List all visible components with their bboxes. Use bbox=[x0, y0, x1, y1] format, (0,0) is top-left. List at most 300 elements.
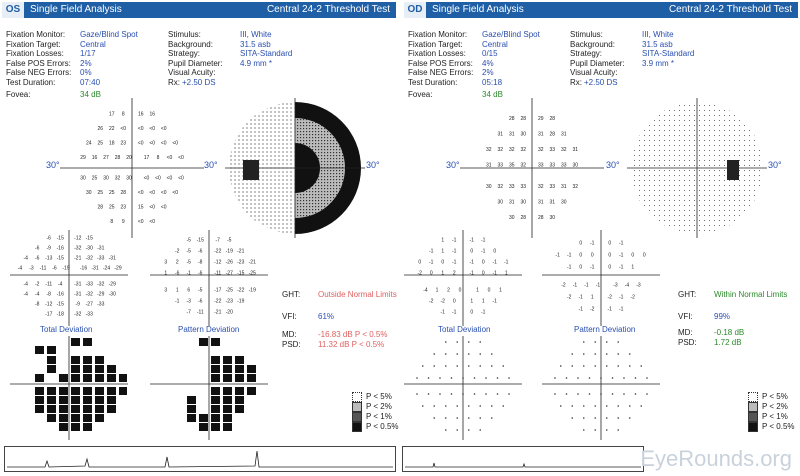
grid-value: 1 bbox=[441, 237, 445, 244]
os-param-value: 1/17 bbox=[80, 49, 96, 58]
normal-point bbox=[491, 353, 493, 355]
os-pattern-deviation-values bbox=[150, 230, 268, 326]
grid-value: 30 bbox=[126, 175, 132, 182]
normal-point bbox=[445, 417, 447, 419]
grid-value: -22 bbox=[214, 248, 222, 255]
normal-point bbox=[646, 377, 648, 379]
os-param-label: Background: bbox=[168, 39, 213, 49]
grid-value: -29 bbox=[97, 291, 105, 298]
legend-symbol-icon bbox=[748, 392, 758, 402]
grid-value: -17 bbox=[45, 311, 53, 318]
od-vfi-label: VFI: bbox=[678, 312, 693, 321]
grid-value: 28 bbox=[120, 190, 127, 197]
normal-point bbox=[479, 365, 481, 367]
grid-value: 33 bbox=[520, 183, 527, 190]
od-ght-value: Within Normal Limits bbox=[714, 290, 788, 299]
grid-value: -2 bbox=[35, 281, 40, 288]
grid-value: -22 bbox=[214, 298, 222, 305]
normal-point bbox=[594, 429, 596, 431]
normal-point bbox=[629, 405, 631, 407]
grid-value: 28 bbox=[508, 115, 515, 122]
grid-value: -1 bbox=[567, 252, 572, 259]
od-param-label: Fovea: bbox=[408, 90, 433, 99]
grid-value: -1 bbox=[572, 282, 578, 289]
os-grayscale-map bbox=[225, 98, 365, 238]
normal-point bbox=[606, 365, 608, 367]
grid-value: <0 bbox=[178, 155, 184, 162]
grid-value: <0 bbox=[137, 190, 144, 197]
normal-point bbox=[479, 429, 481, 431]
os-total-deviation-title: Total Deviation bbox=[40, 325, 93, 334]
os-param-label: Fixation Target: bbox=[6, 39, 61, 49]
legend-label: P < 5% bbox=[366, 392, 392, 402]
os-param-value: +2.50 DS bbox=[182, 77, 216, 87]
grid-value: 1 bbox=[590, 294, 594, 301]
grid-value: 0 bbox=[429, 270, 433, 277]
od-param-label: Strategy: bbox=[570, 49, 603, 58]
grid-value: -15 bbox=[56, 255, 64, 262]
normal-point bbox=[640, 365, 642, 367]
normal-point bbox=[468, 405, 470, 407]
grid-value: <0 bbox=[149, 126, 156, 133]
os-param-value: SITA-Standard bbox=[240, 49, 293, 58]
os-param-value: 2% bbox=[80, 58, 92, 68]
grid-value: 26 bbox=[97, 126, 104, 133]
os-ght-label: GHT: bbox=[282, 290, 301, 299]
grid-value: -1 bbox=[619, 306, 624, 313]
normal-point bbox=[433, 405, 435, 407]
grid-value: -11 bbox=[45, 281, 53, 288]
grid-value: 31 bbox=[508, 131, 515, 138]
legend-label: P < 2% bbox=[366, 402, 392, 412]
normal-point bbox=[617, 417, 619, 419]
legend-label: P < 0.5% bbox=[762, 422, 795, 432]
normal-point bbox=[629, 417, 631, 419]
normal-point bbox=[594, 341, 596, 343]
grid-value: 32 bbox=[537, 183, 544, 190]
grid-value: 32 bbox=[520, 146, 527, 153]
od-gaze-tracking-strip bbox=[402, 446, 644, 472]
normal-point bbox=[560, 365, 562, 367]
normal-point bbox=[502, 365, 504, 367]
grid-value: 1 bbox=[441, 248, 445, 255]
legend-item bbox=[748, 422, 795, 432]
grid-value: -2 bbox=[175, 248, 180, 255]
grid-value: -12 bbox=[214, 259, 222, 266]
od-param-label: Stimulus: bbox=[570, 30, 603, 39]
grid-value: -31 bbox=[74, 291, 82, 298]
grid-value: -33 bbox=[85, 281, 93, 288]
grid-value: 32 bbox=[508, 146, 515, 153]
grid-value: 8 bbox=[156, 155, 160, 162]
grid-value: 30 bbox=[549, 214, 556, 221]
normal-point bbox=[456, 429, 458, 431]
grid-value: -1 bbox=[619, 264, 624, 271]
od-30-mid: 30° bbox=[606, 160, 620, 170]
grid-value: -32 bbox=[85, 255, 93, 262]
grid-value: 30 bbox=[520, 131, 527, 138]
normal-point bbox=[468, 365, 470, 367]
normal-point bbox=[456, 417, 458, 419]
grid-value: 31 bbox=[508, 199, 515, 206]
od-sensitivity-grid bbox=[460, 98, 604, 238]
grid-value: -2 bbox=[607, 294, 612, 301]
grid-value: -4 bbox=[35, 291, 40, 298]
od-ght-label: GHT: bbox=[678, 290, 697, 299]
grid-value: -1 bbox=[492, 259, 497, 266]
grid-value: -1 bbox=[578, 306, 583, 313]
grid-value: -1 bbox=[555, 252, 560, 259]
normal-point bbox=[612, 393, 614, 395]
grid-value: <0 bbox=[160, 190, 167, 197]
os-param-label: Test Duration: bbox=[6, 77, 56, 87]
grid-value: -1 bbox=[504, 259, 509, 266]
grid-value: 0 bbox=[481, 259, 485, 266]
normal-point bbox=[479, 353, 481, 355]
grid-value: 1 bbox=[435, 287, 439, 294]
grid-value: -33 bbox=[97, 255, 105, 262]
normal-point bbox=[479, 417, 481, 419]
grid-value: 31 bbox=[485, 162, 492, 169]
grid-value: 15 bbox=[137, 204, 144, 211]
grid-value: -1 bbox=[452, 248, 457, 255]
os-ght-value: Outside Normal Limits bbox=[318, 290, 397, 299]
os-param-label: False POS Errors: bbox=[6, 58, 71, 68]
grid-value: -19 bbox=[225, 248, 233, 255]
grid-value: -2 bbox=[561, 282, 566, 289]
normal-point bbox=[571, 353, 573, 355]
grid-value: -25 bbox=[225, 287, 233, 294]
od-panel bbox=[402, 0, 800, 474]
normal-point bbox=[445, 365, 447, 367]
grid-value: <0 bbox=[143, 175, 150, 182]
grid-value: 30 bbox=[560, 199, 567, 206]
normal-point bbox=[640, 405, 642, 407]
grid-value: 24 bbox=[85, 140, 92, 147]
grid-value: 0 bbox=[631, 252, 635, 259]
od-pattern-deviation-title: Pattern Deviation bbox=[574, 325, 636, 334]
od-eye-label: OD bbox=[404, 2, 426, 18]
grid-value: 1 bbox=[175, 287, 179, 294]
grid-value: -1 bbox=[452, 309, 457, 316]
od-param-value: 31.5 asb bbox=[642, 39, 673, 49]
normal-point bbox=[635, 393, 637, 395]
od-grayscale-map bbox=[627, 98, 767, 238]
od-param-value: 3.9 mm * bbox=[642, 58, 675, 68]
grid-value: 28 bbox=[549, 115, 556, 122]
od-test-name: Central 24-2 Threshold Test bbox=[668, 4, 792, 15]
grid-value: <0 bbox=[149, 190, 156, 197]
grid-value: -3 bbox=[186, 298, 191, 305]
legend-item bbox=[352, 412, 392, 422]
normal-point bbox=[462, 393, 464, 395]
grid-value: -1 bbox=[492, 298, 497, 305]
od-param-value: 05:18 bbox=[482, 77, 503, 87]
normal-point bbox=[577, 393, 579, 395]
grid-value: <0 bbox=[172, 190, 179, 197]
grid-value: 32 bbox=[497, 146, 504, 153]
grid-value: 32 bbox=[572, 183, 579, 190]
grid-value: -16 bbox=[56, 245, 64, 252]
grid-value: 0 bbox=[608, 252, 612, 259]
os-eye-label: OS bbox=[2, 2, 24, 18]
normal-point bbox=[451, 393, 453, 395]
grid-value: 31 bbox=[560, 131, 567, 138]
os-param-label: Visual Acuity: bbox=[168, 68, 216, 77]
normal-point bbox=[474, 377, 476, 379]
grid-value: 8 bbox=[110, 219, 114, 226]
grid-value: -3 bbox=[613, 282, 618, 289]
od-analysis-title: Single Field Analysis bbox=[432, 4, 524, 15]
os-md-label: MD: bbox=[282, 330, 297, 339]
normal-point bbox=[589, 393, 591, 395]
os-30-right: 30° bbox=[366, 160, 380, 170]
grid-value: 1 bbox=[470, 298, 474, 305]
grid-value: -2 bbox=[567, 294, 572, 301]
grid-value: 0 bbox=[642, 252, 646, 259]
os-md-value: -16.83 dB P < 0.5% bbox=[318, 330, 388, 339]
grid-value: -19 bbox=[248, 287, 256, 294]
grid-value: 1 bbox=[631, 264, 635, 271]
grid-value: -1 bbox=[595, 282, 601, 289]
grid-value: 33 bbox=[497, 162, 504, 169]
os-param-value: Central bbox=[80, 39, 106, 49]
grid-value: -4 bbox=[23, 255, 28, 262]
legend-label: P < 2% bbox=[762, 402, 788, 412]
legend-item bbox=[352, 402, 392, 412]
grid-value: -6 bbox=[35, 255, 40, 262]
grid-value: -1 bbox=[590, 240, 595, 247]
grid-value: -1 bbox=[481, 237, 486, 244]
grid-value: -32 bbox=[97, 281, 105, 288]
grid-value: -3 bbox=[636, 282, 641, 289]
grid-value: <0 bbox=[166, 155, 173, 162]
grid-value: -32 bbox=[85, 291, 93, 298]
normal-point bbox=[468, 417, 470, 419]
grid-value: -1 bbox=[452, 259, 457, 266]
normal-point bbox=[456, 365, 458, 367]
grid-value: 18 bbox=[108, 140, 115, 147]
legend-label: P < 1% bbox=[762, 412, 788, 422]
grid-value: 0 bbox=[579, 264, 583, 271]
grid-value: <0 bbox=[149, 204, 156, 211]
legend-symbol-icon bbox=[748, 422, 758, 432]
normal-point bbox=[445, 353, 447, 355]
grid-value: -9 bbox=[46, 245, 51, 252]
grid-value: 0 bbox=[458, 287, 462, 294]
grid-value: -1 bbox=[578, 294, 583, 301]
normal-point bbox=[623, 393, 625, 395]
os-gaze-tracking-strip bbox=[4, 446, 396, 472]
grid-value: -4 bbox=[423, 287, 428, 294]
normal-point bbox=[554, 393, 556, 395]
grid-value: -30 bbox=[108, 291, 116, 298]
grid-value: -6 bbox=[52, 265, 57, 272]
os-param-label: Rx: bbox=[168, 77, 180, 87]
grid-value: -1 bbox=[590, 264, 595, 271]
grid-value: 20 bbox=[126, 155, 132, 162]
normal-point bbox=[617, 405, 619, 407]
os-param-label: Fixation Monitor: bbox=[6, 30, 66, 39]
normal-point bbox=[583, 365, 585, 367]
grid-value: <0 bbox=[160, 126, 167, 133]
grid-value: -8 bbox=[35, 301, 40, 308]
normal-point bbox=[428, 393, 430, 395]
grid-value: 25 bbox=[108, 190, 115, 197]
grid-value: -9 bbox=[75, 301, 80, 308]
grid-value: -20 bbox=[225, 309, 233, 316]
grid-value: -19 bbox=[237, 298, 245, 305]
grid-value: -31 bbox=[97, 245, 105, 252]
normal-point bbox=[497, 377, 499, 379]
grid-value: -21 bbox=[237, 248, 245, 255]
grid-value: -5 bbox=[186, 259, 191, 266]
legend-item bbox=[748, 392, 788, 402]
grid-value: -12 bbox=[45, 301, 53, 308]
grid-value: 17 bbox=[108, 111, 115, 118]
grid-value: 16 bbox=[149, 111, 156, 118]
grid-value: -2 bbox=[590, 306, 595, 313]
grid-value: -32 bbox=[74, 245, 82, 252]
od-param-value: Central bbox=[482, 39, 508, 49]
od-pattern-deviation-map bbox=[542, 336, 660, 440]
grid-value: -24 bbox=[102, 265, 111, 272]
grid-value: 29 bbox=[537, 115, 544, 122]
grid-value: 30 bbox=[497, 199, 504, 206]
grid-value: -1 bbox=[469, 259, 474, 266]
grid-value: <0 bbox=[178, 175, 184, 182]
grid-value: -16 bbox=[56, 291, 64, 298]
grid-value: 1 bbox=[441, 270, 445, 277]
normal-point bbox=[571, 365, 573, 367]
od-vfi-value: 99% bbox=[714, 312, 731, 321]
grid-value: -3 bbox=[29, 265, 34, 272]
normal-point bbox=[594, 405, 596, 407]
grid-value: -21 bbox=[214, 309, 222, 316]
normal-point bbox=[577, 377, 579, 379]
grid-value: <0 bbox=[160, 204, 167, 211]
grid-value: -22 bbox=[237, 287, 245, 294]
normal-point bbox=[617, 429, 619, 431]
grid-value: -1 bbox=[429, 259, 434, 266]
grid-value: -1 bbox=[469, 270, 474, 277]
od-param-value: 34 dB bbox=[482, 90, 503, 99]
grid-value: -1 bbox=[567, 264, 572, 271]
grid-value: -19 bbox=[62, 265, 70, 272]
normal-point bbox=[468, 341, 470, 343]
grid-value: -31 bbox=[74, 281, 82, 288]
normal-point bbox=[617, 353, 619, 355]
normal-point bbox=[583, 405, 585, 407]
os-pattern-deviation-map bbox=[150, 336, 268, 440]
grid-value: -5 bbox=[186, 237, 191, 244]
normal-point bbox=[629, 353, 631, 355]
grid-value: 31 bbox=[537, 131, 544, 138]
os-param-label: Stimulus: bbox=[168, 30, 201, 39]
normal-point bbox=[491, 365, 493, 367]
od-param-value: +2.50 DS bbox=[584, 77, 618, 87]
os-vfi-label: VFI: bbox=[282, 312, 297, 321]
od-param-label: Test Duration: bbox=[408, 77, 458, 87]
grid-value: 31 bbox=[497, 131, 504, 138]
grid-value: -18 bbox=[56, 311, 64, 318]
grid-value: <0 bbox=[166, 175, 173, 182]
od-total-deviation-values bbox=[404, 230, 522, 326]
grid-value: <0 bbox=[149, 140, 156, 147]
od-param-label: Fixation Target: bbox=[408, 39, 463, 49]
os-30-left: 30° bbox=[46, 160, 60, 170]
grid-value: -4 bbox=[58, 281, 63, 288]
grid-value: 30 bbox=[103, 175, 109, 182]
od-param-value: 0/15 bbox=[482, 49, 498, 58]
normal-point bbox=[583, 417, 585, 419]
normal-point bbox=[485, 393, 487, 395]
grid-value: 31 bbox=[537, 199, 544, 206]
grid-value: -6 bbox=[175, 270, 180, 277]
grid-value: -2 bbox=[630, 294, 635, 301]
od-30-left: 30° bbox=[446, 160, 460, 170]
grid-value: -31 bbox=[108, 255, 116, 262]
grid-value: -30 bbox=[85, 245, 93, 252]
grid-value: 31 bbox=[560, 183, 567, 190]
normal-point bbox=[422, 405, 424, 407]
grid-value: -15 bbox=[196, 237, 204, 244]
grid-value: 31 bbox=[572, 146, 579, 153]
os-psd-label: PSD: bbox=[282, 340, 301, 349]
od-total-deviation-title: Total Deviation bbox=[438, 325, 491, 334]
od-param-value: Gaze/Blind Spot bbox=[482, 30, 540, 39]
normal-point bbox=[433, 417, 435, 419]
legend-label: P < 1% bbox=[366, 412, 392, 422]
grid-value: -27 bbox=[85, 301, 93, 308]
od-pattern-deviation-values bbox=[542, 230, 660, 326]
legend-item bbox=[352, 392, 392, 402]
normal-point bbox=[606, 341, 608, 343]
os-param-value: 0% bbox=[80, 68, 92, 77]
legend-symbol-icon bbox=[352, 422, 362, 432]
legend-item bbox=[748, 402, 788, 412]
normal-point bbox=[479, 405, 481, 407]
grid-value: 16 bbox=[137, 111, 144, 118]
normal-point bbox=[617, 341, 619, 343]
os-param-value: 31.5 asb bbox=[240, 39, 271, 49]
grid-value: 0 bbox=[590, 252, 594, 259]
grid-value: 25 bbox=[97, 140, 104, 147]
grid-value: -1 bbox=[619, 252, 624, 259]
grid-value: -7 bbox=[186, 309, 191, 316]
grid-value: 0 bbox=[470, 248, 474, 255]
grid-value: 0 bbox=[608, 240, 612, 247]
grid-value: -2 bbox=[417, 270, 422, 277]
grid-value: 0 bbox=[579, 240, 583, 247]
od-param-label: False NEG Errors: bbox=[408, 68, 474, 77]
os-param-label: Fovea: bbox=[6, 90, 31, 99]
od-param-value: III, White bbox=[642, 30, 674, 39]
grid-value: <0 bbox=[137, 140, 144, 147]
grid-value: 2 bbox=[452, 270, 456, 277]
grid-value: 3 bbox=[164, 259, 168, 266]
grid-value: -23 bbox=[225, 298, 233, 305]
legend-label: P < 0.5% bbox=[366, 422, 399, 432]
od-param-label: Fixation Losses: bbox=[408, 49, 466, 58]
os-panel bbox=[0, 0, 398, 474]
legend-symbol-icon bbox=[352, 392, 362, 402]
od-param-label: Background: bbox=[570, 39, 615, 49]
normal-point bbox=[456, 353, 458, 355]
normal-point bbox=[629, 365, 631, 367]
normal-point bbox=[462, 377, 464, 379]
normal-point bbox=[468, 429, 470, 431]
